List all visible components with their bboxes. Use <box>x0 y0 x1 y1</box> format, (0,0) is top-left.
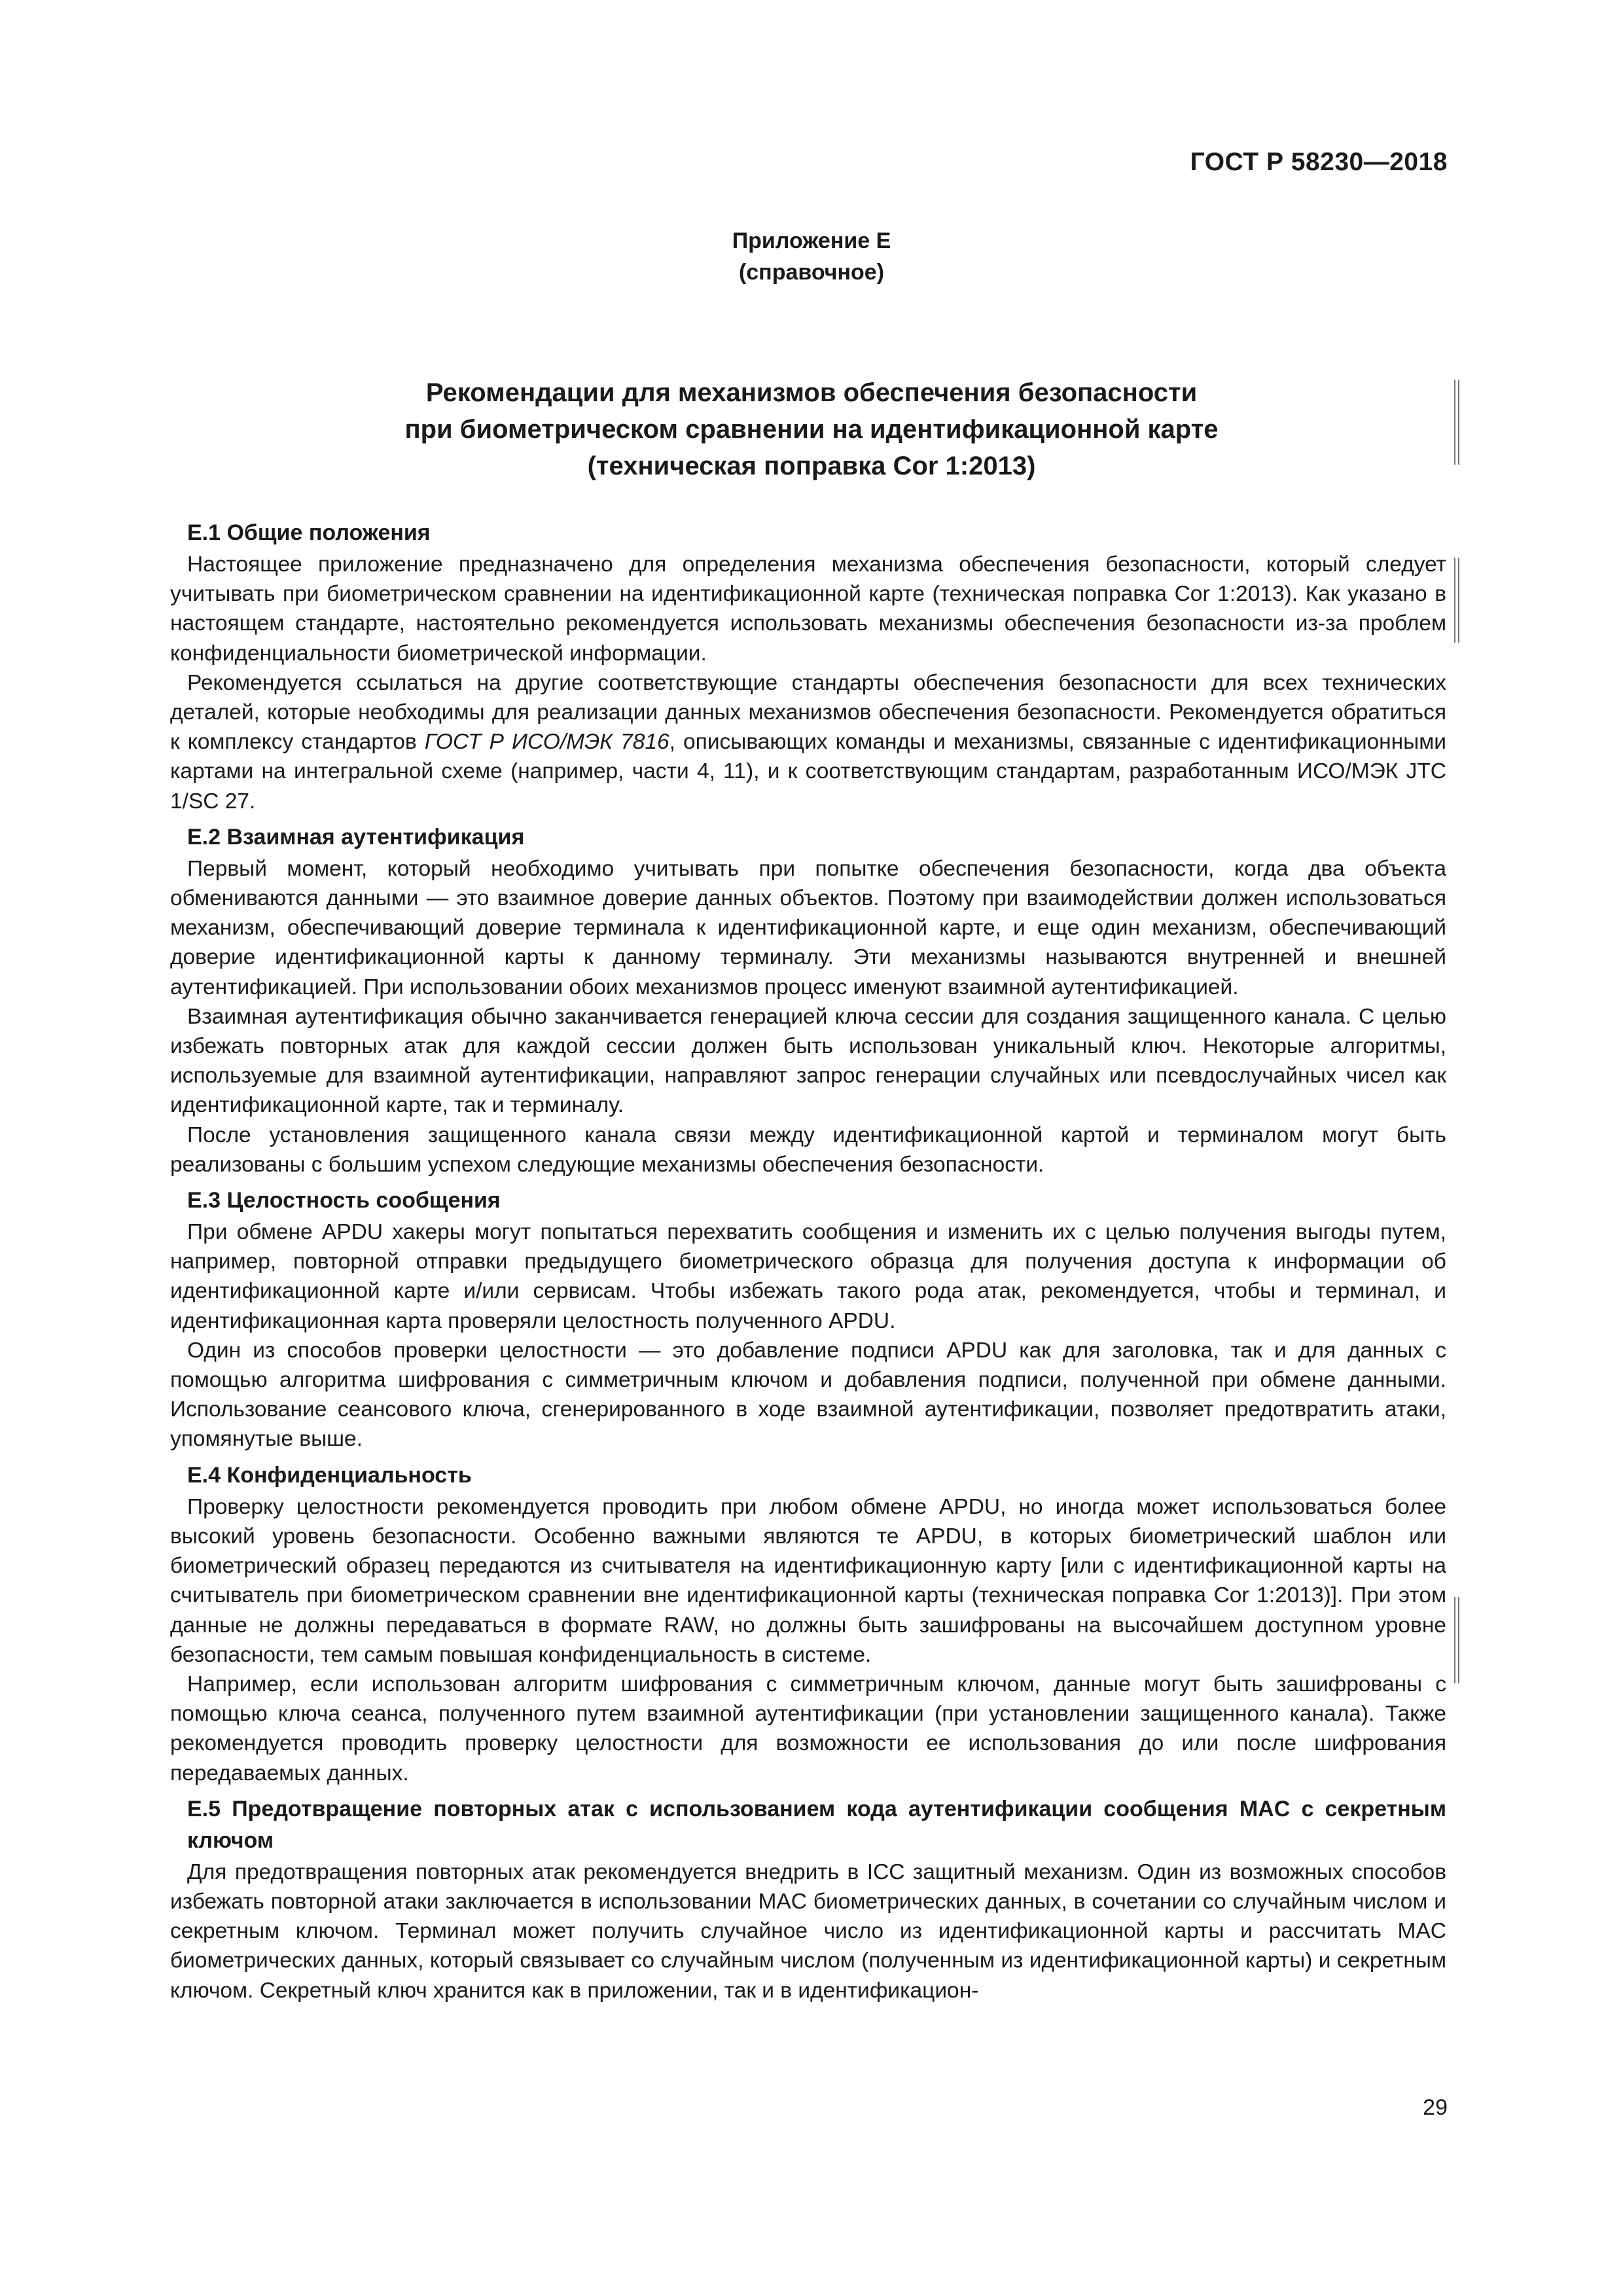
section-heading-e4: Е.4 Конфиденциальность <box>187 1462 472 1488</box>
paragraph: Взаимная аутентификация обычно заканчивается генерацией ключа сессии для создания защищенного канала. С целью избежать повторных атак для каждой сессии должен быть использован уникальный ключ. Некоторые алгоритмы, используемые для взаимной аутентификации, направляют запрос генерации случайных или псевдослучайных чисел как идентификационной карте, так и терминалу. <box>170 1004 1446 1118</box>
section-heading-e3: Е.3 Целостность сообщения <box>187 1188 501 1213</box>
paragraph: Например, если использован алгоритм шифрования с симметричным ключом, данные могут быть зашифрованы с помощью ключа сеанса, полученного путем взаимной аутентификации (при установлении защищенного канала). Также рекомендуется проводить проверку целостности для возможности ее использования до или после шифрования передаваемых данных. <box>170 1672 1446 1785</box>
heading-line-2: при биометрическом сравнении на идентификационной карте <box>404 415 1219 444</box>
appendix-heading <box>0 374 1623 484</box>
appendix-title: Приложение Е <box>732 228 891 253</box>
paragraph: Рекомендуется ссылаться на другие соответствующие стандарты обеспечения безопасности для всех технических деталей, которые необходимы для реализации данных механизмов обеспечения безопасности. Рекомендуется обратиться к комплексу стандартов ГОСТ Р ИСО/МЭК 7816, описывающих команды и механизмы, связанные с идентификационными картами на интегральной схеме (например, части 4, 11), и к соответствующим стандартам, разработанным ИСО/МЭК JTC 1/SC 27. <box>170 670 1447 814</box>
section-heading-e2: Е.2 Взаимная аутентификация <box>187 824 525 850</box>
appendix-label <box>0 225 1623 288</box>
paragraph: Настоящее приложение предназначено для определения механизма обеспечения безопасности, который следует учитывать при биометрическом сравнении на идентификационной карте (техническая поправка Cor 1:2013). Как указано в настоящем стандарте, настоятельно рекомендуется использовать механизмы обеспечения безопасности из-за проблем конфиденциальности биометрической информации. <box>170 552 1446 666</box>
paragraph: После установления защищенного канала связи между идентификационной картой и терминалом могут быть реализованы с большим успехом следующие механизмы обеспечения безопасности. <box>170 1122 1446 1177</box>
standard-reference: ГОСТ Р ИСО/МЭК 7816 <box>424 730 669 755</box>
revision-mark <box>1454 1597 1459 1683</box>
document-body <box>170 517 1446 2005</box>
paragraph: При обмене APDU хакеры могут попытаться перехватить сообщения и изменить их с целью получения выгоды путем, например, повторной отправки предыдущего биометрического образца для получения доступа к информации об идентификационной карте и/или сервисам. Чтобы избежать такого рода атак, рекомендуется, чтобы и терминал, и идентификационная карта проверяли целостность полученного APDU. <box>170 1220 1446 1333</box>
revision-mark <box>1454 380 1459 465</box>
document-code: ГОСТ Р 58230—2018 <box>1190 148 1448 176</box>
revision-mark <box>1454 558 1459 643</box>
heading-line-1: Рекомендации для механизмов обеспечения безопасности <box>425 378 1198 407</box>
page-number: 29 <box>1423 2095 1448 2120</box>
section-heading-e5: Е.5 Предотвращение повторных атак с использованием кода аутентификации сообщения MAC с секретным ключом <box>187 1796 1446 1853</box>
paragraph: Первый момент, который необходимо учитывать при попытке обеспечения безопасности, когда два объекта обмениваются данными — это взаимное доверие данных объектов. Поэтому при взаимодействии должен использоваться механизм, обеспечивающий доверие терминала к идентификационной карте, и еще один механизм, обеспечивающий доверие идентификационной карты к данному терминалу. Эти механизмы называются внутренней и внешней аутентификацией. При использовании обоих механизмов процесс именуют взаимной аутентификацией. <box>170 856 1446 999</box>
appendix-type: (справочное) <box>738 260 885 285</box>
paragraph: Один из способов проверки целостности — это добавление подписи APDU как для заголовка, так и для данных с помощью алгоритма шифрования с симметричным ключом и добавления подписи, полученной при обмене данными. Использование сеансового ключа, сгенерированного в ходе взаимной аутентификации, позволяет предотвратить атаки, упомянутые выше. <box>170 1338 1446 1452</box>
section-heading-e1: Е.1 Общие положения <box>187 520 431 545</box>
paragraph: Для предотвращения повторных атак рекомендуется внедрить в ICC защитный механизм. Один из возможных способов избежать повторной атаки заключается в использовании MAC биометрических данных, в сочетании со случайным числом и секретным ключом. Терминал может получить случайное число из идентификационной карты и рассчитать MAC биометрических данных, который связывает со случайным числом (полученным из идентификационной карты) и секретным ключом. Секретный ключ хранится как в приложении, так и в идентификацион- <box>170 1859 1446 2003</box>
heading-line-3: (техническая поправка Cor 1:2013) <box>587 452 1036 480</box>
paragraph: Проверку целостности рекомендуется проводить при любом обмене APDU, но иногда может использоваться более высокий уровень безопасности. Особенно важными являются те APDU, в которых биометрический шаблон или биометрический образец передаются из считывателя на идентификационную карту [или с идентификационной карты на считыватель при биометрическом сравнении вне идентификационной карты (техническая поправка Cor 1:2013)]. При этом данные не должны передаваться в формате RAW, но должны быть зашифрованы на высочайшем доступном уровне безопасности, тем самым повышая конфиденциальность в системе. <box>170 1494 1446 1667</box>
